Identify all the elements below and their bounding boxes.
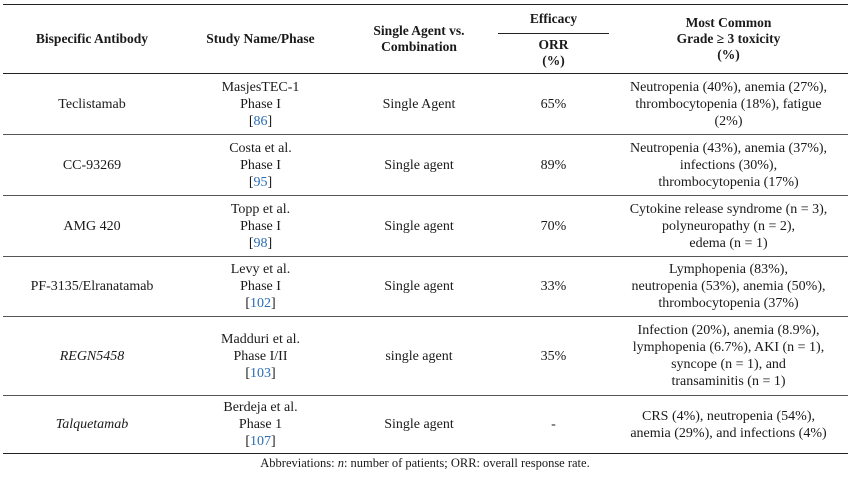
header-efficacy: Efficacy [529,11,578,26]
table-row-study: MasjesTEC-1 Phase I [86] [221,79,300,129]
table-row-orr: 89% [540,157,567,173]
table-row-toxicity: Lymphopenia (83%), neutropenia (53%), anemia (50%), thrombocytopenia (37%) [631,262,826,311]
reference-link[interactable]: 86 [253,113,268,129]
reference-link[interactable]: 102 [250,296,271,311]
table-row-antibody: PF-3135/Elranatamab [30,279,154,294]
header-toxicity: Most Common Grade ≥ 3 toxicity (%) [676,15,781,62]
table-bottom-rule [3,453,848,454]
header-orr: ORR (%) [538,37,569,68]
table-row-antibody: REGN5458 [59,348,125,364]
table-row-orr: 35% [540,348,567,364]
table-row-toxicity: Infection (20%), anemia (8.9%), lymphopenia (6.7%), AKI (n = 1), syncope (n = 1), and transaminitis (n = 1) [632,323,825,389]
reference-link[interactable]: 98 [253,235,268,251]
header-single-agent: Single Agent vs. Combination [373,23,465,54]
table-row-orr: 33% [540,279,567,294]
table-row-antibody: AMG 420 [63,218,121,234]
table-row-study: Topp et al. Phase I [98] [230,201,291,251]
reference-link[interactable]: 95 [253,174,268,190]
header-antibody: Bispecific Antibody [35,31,149,46]
table-row-antibody: CC-93269 [62,157,122,173]
table-row-antibody: Talquetamab [55,417,129,432]
table-row-study: Madduri et al. Phase I/II [103] [221,331,300,381]
table-row-agent: Single agent [384,279,454,294]
reference-link[interactable]: 103 [250,365,271,381]
table-row-agent: single agent [385,348,453,364]
table-row-study: Levy et al. Phase I [102] [230,262,291,311]
table-row-toxicity: CRS (4%), neutropenia (54%), anemia (29%), and infections (4%) [630,408,827,441]
table-row-agent: Single Agent [382,96,456,112]
table-row-orr: 70% [540,218,567,234]
reference-link[interactable]: 107 [250,434,271,449]
table-row-orr: 65% [540,96,567,112]
header-study: Study Name/Phase [206,31,315,46]
table-row-toxicity: Cytokine release syndrome (n = 3), polyneuropathy (n = 2), edema (n = 1) [629,201,828,251]
table-row-agent: Single agent [384,417,454,432]
table-row-agent: Single agent [384,218,454,234]
table-footnote: Abbreviations: n: number of patients; ORR: overall response rate. [260,456,590,470]
table-row-antibody: Teclistamab [58,96,126,112]
table-row-toxicity: Neutropenia (40%), anemia (27%), thrombocytopenia (18%), fatigue (2%) [629,79,828,129]
table-row-agent: Single agent [384,157,454,173]
table-row-study: Costa et al. Phase I [95] [229,140,292,190]
table-row-study: Berdeja et al. Phase 1 [107] [223,400,298,449]
table-row-orr: - [551,417,556,432]
table-row-toxicity: Neutropenia (43%), anemia (37%), infections (30%), thrombocytopenia (17%) [629,140,828,190]
